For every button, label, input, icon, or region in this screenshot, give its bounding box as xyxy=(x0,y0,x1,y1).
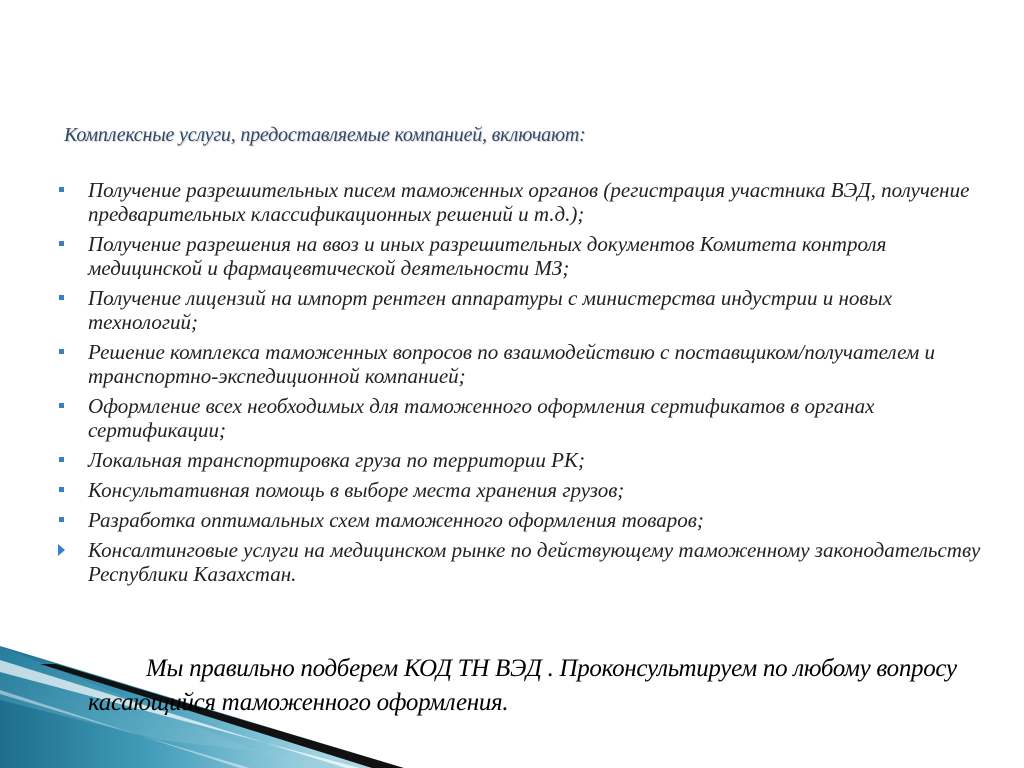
list-item xyxy=(56,538,986,586)
list-item xyxy=(56,448,986,472)
square-bullet-icon xyxy=(59,517,64,522)
square-bullet-icon xyxy=(59,241,64,246)
list-item-text: Получение лицензий на импорт рентген аппаратуры с министерства индустрии и новых технологий; xyxy=(88,286,893,334)
square-bullet-icon xyxy=(59,187,64,192)
closing-statement: Мы правильно подберем КОД ТН ВЭД . Проконсультируем по любому вопросу касающийся таможенного оформления. xyxy=(88,655,957,716)
triangle-bullet-icon xyxy=(58,544,65,556)
list-item xyxy=(56,232,986,280)
list-item xyxy=(56,178,986,226)
square-bullet-icon xyxy=(59,295,64,300)
list-item-text: Решение комплекса таможенных вопросов по взаимодействию с поставщиком/получателем и транспортно-экспедиционной компанией; xyxy=(88,340,936,388)
list-item-text: Локальная транспортировка груза по территории РК; xyxy=(88,448,585,472)
list-item xyxy=(56,286,986,334)
square-bullet-icon xyxy=(59,487,64,492)
list-item-text: Консультативная помощь в выборе места хранения грузов; xyxy=(88,478,625,502)
square-bullet-icon xyxy=(59,403,64,408)
square-bullet-icon xyxy=(59,457,64,462)
list-item xyxy=(56,394,986,442)
list-item-text: Получение разрешения на ввоз и иных разрешительных документов Комитета контроля медицинской и фармацевтической деятельности МЗ; xyxy=(88,232,887,280)
list-item xyxy=(56,508,986,532)
square-bullet-icon xyxy=(59,349,64,354)
services-list xyxy=(56,178,986,592)
list-item-text: Разработка оптимальных схем таможенного оформления товаров; xyxy=(88,508,704,532)
list-item xyxy=(56,340,986,388)
list-item-text: Консалтинговые услуги на медицинском рынке по действующему таможенному законодательству Республики Казахстан. xyxy=(88,538,981,586)
list-item-text: Оформление всех необходимых для таможенного оформления сертификатов в органах сертификации; xyxy=(88,394,875,442)
list-item-text: Получение разрешительных писем таможенных органов (регистрация участника ВЭД, получение предварительных классификационных решений и т.д.); xyxy=(88,178,970,226)
slide-heading: Комплексные услуги, предоставляемые компанией, включают: xyxy=(64,124,586,146)
list-item xyxy=(56,478,986,502)
